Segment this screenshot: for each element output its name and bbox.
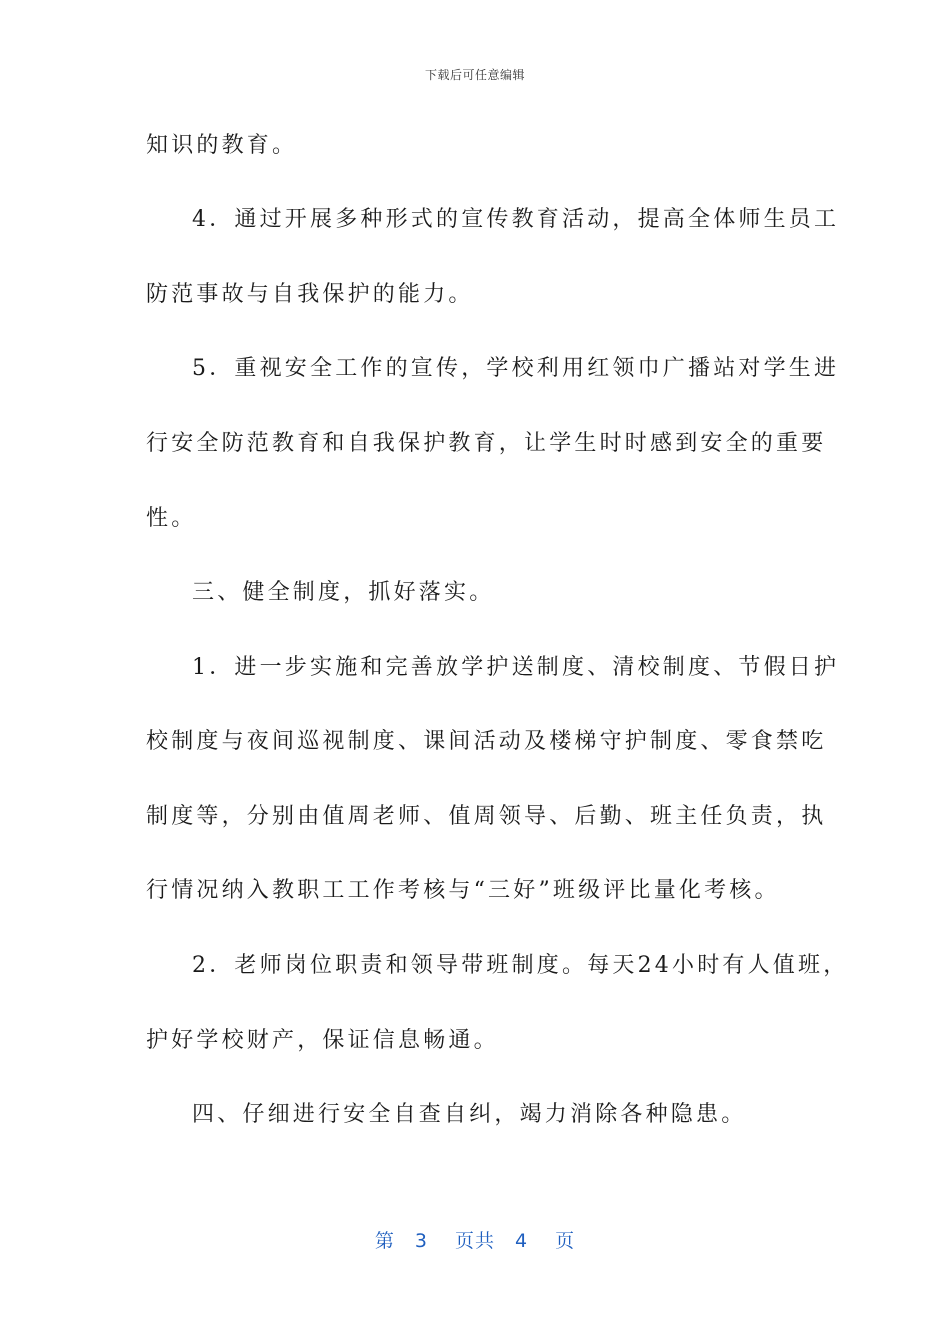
- section-heading: 三、健全制度，抓好落实。: [192, 580, 495, 605]
- paragraph-line: 护好学校财产，保证信息畅通。: [146, 1028, 499, 1053]
- header-note: 下载后可任意编辑: [424, 68, 525, 82]
- paragraph-line: 行安全防范教育和自我保护教育，让学生时时感到安全的重要: [146, 431, 827, 456]
- paragraph-line: 知识的教育。: [146, 133, 298, 158]
- paragraph-line: 4．通过开展多种形式的宣传教育活动，提高全体师生员工: [192, 207, 840, 232]
- paragraph-line: 1．进一步实施和完善放学护送制度、清校制度、节假日护: [192, 655, 840, 680]
- paragraph-line: 5．重视安全工作的宣传，学校利用红领巾广播站对学生进: [192, 356, 840, 381]
- paragraph-line: 行情况纳入教职工工作考核与“三好”班级评比量化考核。: [146, 878, 780, 903]
- section-heading: 四、仔细进行安全自查自纠，竭力消除各种隐患。: [192, 1102, 747, 1127]
- paragraph-line: 校制度与夜间巡视制度、课间活动及楼梯守护制度、零食禁吃: [146, 729, 827, 754]
- page-number-footer: 第 3 页共 4 页: [374, 1230, 576, 1252]
- paragraph-line: 2．老师岗位职责和领导带班制度。每天24小时有人值班，: [192, 953, 849, 978]
- paragraph-line: 制度等，分别由值周老师、值周领导、后勤、班主任负责，执: [146, 804, 827, 829]
- paragraph-line: 防范事故与自我保护的能力。: [146, 282, 474, 307]
- paragraph-line: 性。: [146, 506, 197, 531]
